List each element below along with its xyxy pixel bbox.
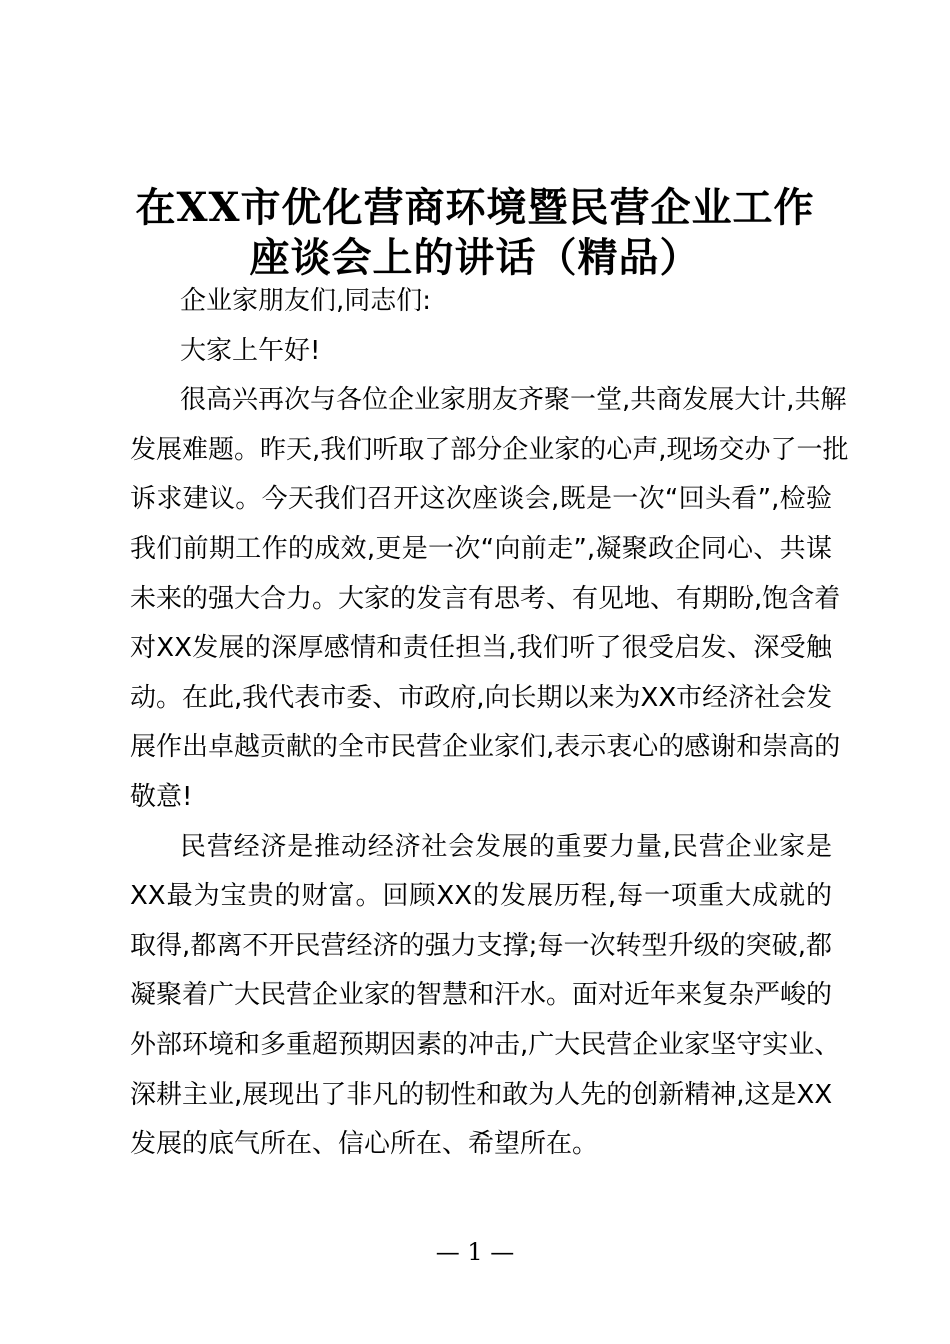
paragraph-line: 企业家朋友们,同志们: <box>180 286 432 316</box>
document-title-line-1: 在XX市优化营商环境暨民营企业工作 <box>135 184 815 231</box>
paragraph-line: 未来的强大合力。大家的发言有思考、有见地、有期盼,饱含着 <box>130 583 841 614</box>
paragraph <box>130 277 832 327</box>
paragraph <box>130 327 832 377</box>
page-number: — 1 — <box>435 1238 515 1266</box>
paragraph-line: 发展难题。昨天,我们听取了部分企业家的心声,现场交办了一批 <box>130 434 849 465</box>
paragraph-line: 取得,都离不开民营经济的强力支撑;每一次转型升级的突破,都 <box>130 930 832 961</box>
paragraph-line: 展作出卓越贡献的全市民营企业家们,表示衷心的感谢和崇高的 <box>130 732 841 763</box>
paragraph <box>130 823 841 1170</box>
paragraph-line: 民营经济是推动经济社会发展的重要力量,民营企业家是 <box>180 831 832 862</box>
paragraph-line: 敬意! <box>130 781 193 812</box>
paragraph-line: 深耕主业,展现出了非凡的韧性和敢为人先的创新精神,这是XX <box>130 1079 833 1110</box>
document-title-line-2: 座谈会上的讲话（精品） <box>249 234 701 281</box>
document-body <box>130 277 849 1170</box>
paragraph-line: 外部环境和多重超预期因素的冲击,广大民营企业家坚守实业、 <box>130 1029 841 1060</box>
paragraph-line: 对XX发展的深厚感情和责任担当,我们听了很受启发、深受触 <box>130 633 832 664</box>
paragraph-line: 凝聚着广大民营企业家的智慧和汗水。面对近年来复杂严峻的 <box>130 980 833 1011</box>
paragraph-line: 很高兴再次与各位企业家朋友齐聚一堂,共商发展大计,共解 <box>180 385 847 416</box>
paragraph <box>130 376 849 822</box>
paragraph-line: 大家上午好! <box>180 335 321 366</box>
paragraph-line: 动。在此,我代表市委、市政府,向长期以来为XX市经济社会发 <box>130 682 833 713</box>
paragraph-line: 诉求建议。今天我们召开这次座谈会,既是一次“回头看”,检验 <box>130 484 832 515</box>
paragraph-line: 发展的底气所在、信心所在、希望所在。 <box>130 1129 599 1160</box>
paragraph-line: 我们前期工作的成效,更是一次“向前走”,凝聚政企同心、共谋 <box>130 533 832 564</box>
paragraph-line: XX最为宝贵的财富。回顾XX的发展历程,每一项重大成就的 <box>130 881 832 912</box>
